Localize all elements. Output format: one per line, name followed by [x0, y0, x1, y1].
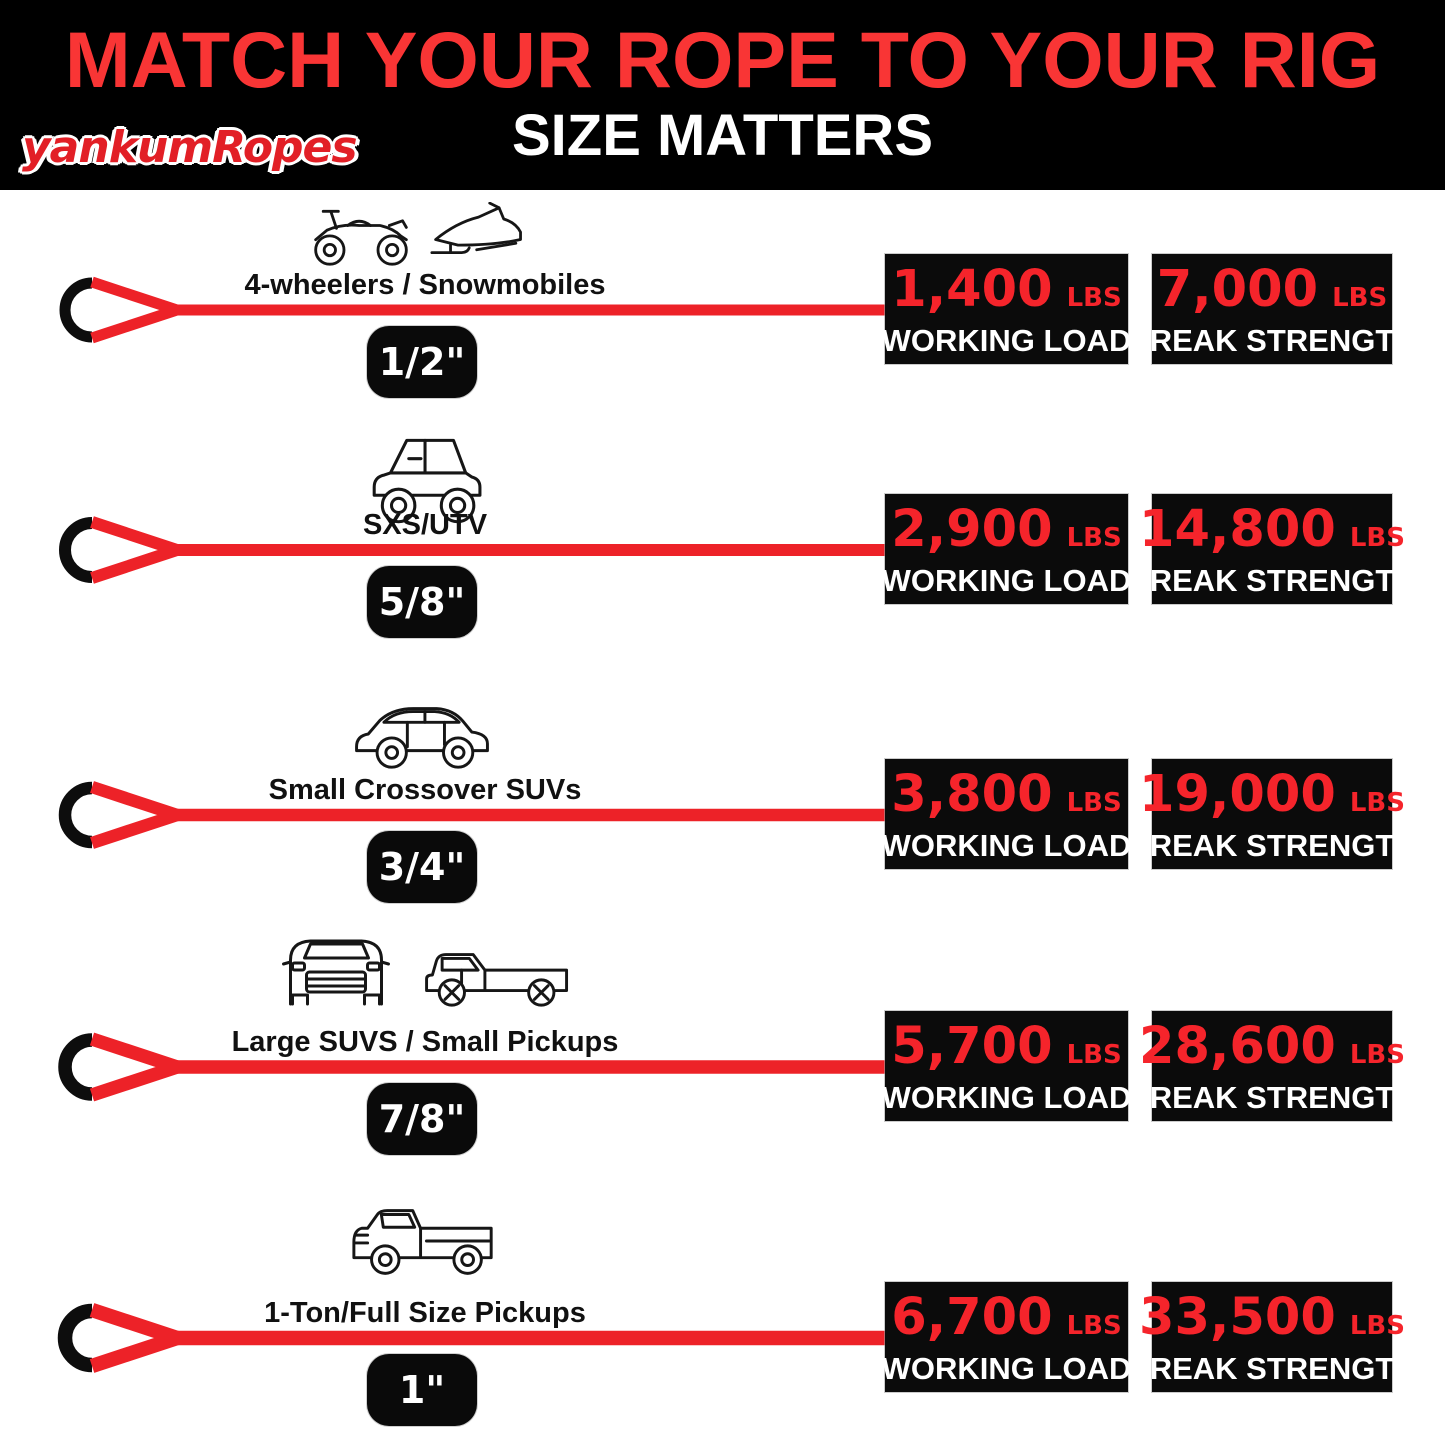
break-strength-box [1127, 1282, 1417, 1392]
rope-size-badge: 7/8" [367, 1083, 477, 1155]
rope-size-badge: 3/4" [367, 831, 477, 903]
page-subtitle: SIZE MATTERS [511, 103, 934, 168]
working-load-box [881, 1011, 1132, 1121]
vehicle-label: SXS/UTV [362, 509, 488, 541]
brand-logo: yankumRopes [22, 122, 357, 173]
lbs-unit: LBS [1066, 522, 1122, 553]
lbs-unit: LBS [1066, 1039, 1122, 1070]
break-strength-value: 28,600 [1139, 1016, 1336, 1076]
large-suv-icon [278, 932, 394, 1010]
working-load-box [881, 759, 1132, 869]
vehicle-label: 1-Ton/Full Size Pickups [264, 1297, 586, 1329]
small-pickup-icon [418, 940, 580, 1010]
working-load-label: WORKING LOAD [881, 562, 1132, 598]
page-title: MATCH YOUR ROPE TO YOUR RIG [64, 15, 1381, 104]
break-strength-label: BREAK STRENGTH [1127, 827, 1417, 863]
lbs-unit: LBS [1066, 787, 1122, 818]
break-strength-box [1127, 759, 1417, 869]
rope-size-badge: 1/2" [367, 326, 477, 398]
working-load-value: 5,700 [891, 1016, 1053, 1076]
rope-size-badge: 5/8" [367, 566, 477, 638]
break-strength-label: BREAK STRENGTH [1127, 1079, 1417, 1115]
break-strength-box [1127, 254, 1417, 364]
working-load-label: WORKING LOAD [881, 827, 1132, 863]
vehicle-label: Small Crossover SUVs [268, 774, 582, 806]
working-load-value: 1,400 [891, 259, 1053, 319]
vehicle-label: Large SUVS / Small Pickups [231, 1026, 619, 1058]
crossover-suv-icon [348, 692, 496, 776]
working-load-box [881, 494, 1132, 604]
break-strength-label: BREAK STRENGTH [1127, 562, 1417, 598]
break-strength-box [1127, 494, 1417, 604]
lbs-unit: LBS [1066, 1310, 1122, 1341]
break-strength-value: 14,800 [1139, 499, 1336, 559]
working-load-box [881, 1282, 1132, 1392]
header-banner [0, 0, 1445, 190]
break-strength-label: BREAK STRENGTH [1127, 1350, 1417, 1386]
lbs-unit: LBS [1066, 282, 1122, 313]
lbs-unit: LBS [1349, 522, 1405, 553]
break-strength-label: BREAK STRENGTH [1127, 322, 1417, 358]
lbs-unit: LBS [1332, 282, 1388, 313]
break-strength-box [1127, 1011, 1417, 1121]
working-load-label: WORKING LOAD [881, 1350, 1132, 1386]
atv-icon [302, 200, 420, 268]
rope-size-badge: 1" [367, 1354, 477, 1426]
lbs-unit: LBS [1349, 1310, 1405, 1341]
working-load-value: 2,900 [891, 499, 1053, 559]
break-strength-value: 7,000 [1156, 259, 1319, 319]
working-load-value: 3,800 [891, 764, 1053, 824]
working-load-value: 6,700 [891, 1287, 1053, 1347]
break-strength-value: 19,000 [1139, 764, 1336, 824]
lbs-unit: LBS [1349, 1039, 1405, 1070]
working-load-box [881, 254, 1132, 364]
working-load-label: WORKING LOAD [881, 322, 1132, 358]
snowmobile-icon [430, 202, 528, 264]
fullsize-pickup-icon [348, 1200, 500, 1282]
lbs-unit: LBS [1349, 787, 1405, 818]
break-strength-value: 33,500 [1139, 1287, 1336, 1347]
vehicle-label: 4-wheelers / Snowmobiles [244, 269, 606, 301]
working-load-label: WORKING LOAD [881, 1079, 1132, 1115]
